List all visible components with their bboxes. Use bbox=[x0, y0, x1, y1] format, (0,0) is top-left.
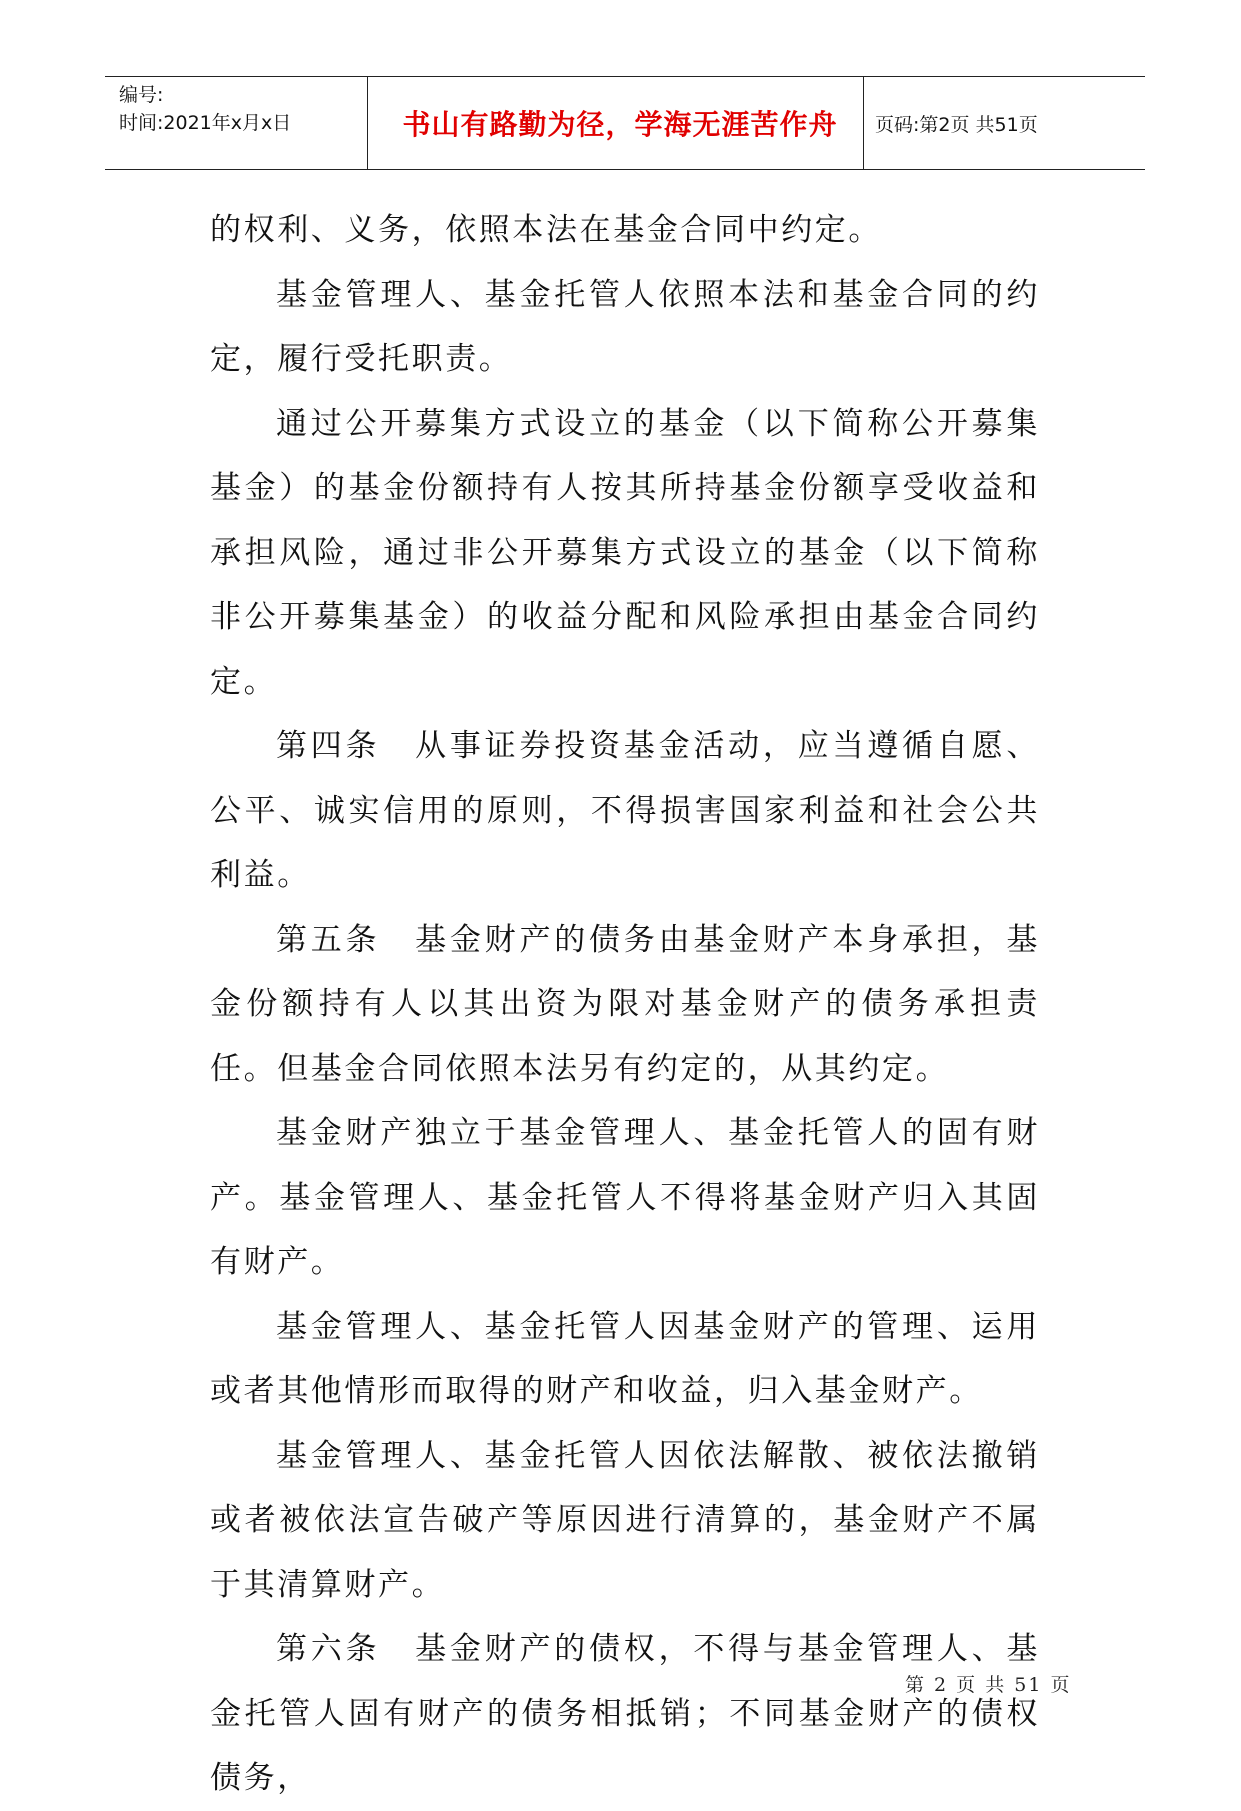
paragraph: 基金管理人、基金托管人依照本法和基金合同的约定，履行受托职责。 bbox=[210, 276, 1040, 377]
page-footer: 第 2 页 共 51 页 bbox=[905, 1674, 1072, 1696]
document-header bbox=[105, 76, 1145, 170]
header-motto: 书山有路勤为径，学海无涯苦作舟 bbox=[402, 108, 838, 141]
header-page-label: 页码:第2页 共51页 bbox=[875, 113, 1038, 136]
paragraph-article-4: 第四条 从事证券投资基金活动，应当遵循自愿、公平、诚实信用的原则，不得损害国家利益和社会公共利益。 bbox=[210, 728, 1040, 893]
paragraph: 基金管理人、基金托管人因依法解散、被依法撤销或者被依法宣告破产等原因进行清算的，基金财产不属于其清算财产。 bbox=[210, 1437, 1040, 1603]
header-divider-left bbox=[367, 77, 368, 169]
header-divider-right bbox=[863, 77, 864, 169]
paragraph-continuation: 的权利、义务，依照本法在基金合同中约定。 bbox=[210, 212, 882, 248]
paragraph: 通过公开募集方式设立的基金（以下简称公开募集基金）的基金份额持有人按其所持基金份额享受收益和承担风险，通过非公开募集方式设立的基金（以下简称非公开募集基金）的收益分配和风险承担由基金合同约定。 bbox=[210, 405, 1040, 700]
header-meta bbox=[119, 81, 291, 137]
paragraph-article-6: 第六条 基金财产的债权，不得与基金管理人、基金托管人固有财产的债务相抵销；不同基金财产的债权债务， bbox=[210, 1631, 1040, 1796]
paragraph: 基金财产独立于基金管理人、基金托管人的固有财产。基金管理人、基金托管人不得将基金财产归入其固有财产。 bbox=[210, 1115, 1040, 1280]
paragraph: 基金管理人、基金托管人因基金财产的管理、运用或者其他情形而取得的财产和收益，归入基金财产。 bbox=[210, 1308, 1040, 1409]
header-number-label: 编号: bbox=[119, 84, 164, 106]
paragraph-article-5: 第五条 基金财产的债务由基金财产本身承担，基金份额持有人以其出资为限对基金财产的债务承担责任。但基金合同依照本法另有约定的，从其约定。 bbox=[210, 921, 1040, 1087]
header-time-label: 时间:2021年x月x日 bbox=[119, 112, 292, 134]
document-body bbox=[210, 198, 1040, 1811]
